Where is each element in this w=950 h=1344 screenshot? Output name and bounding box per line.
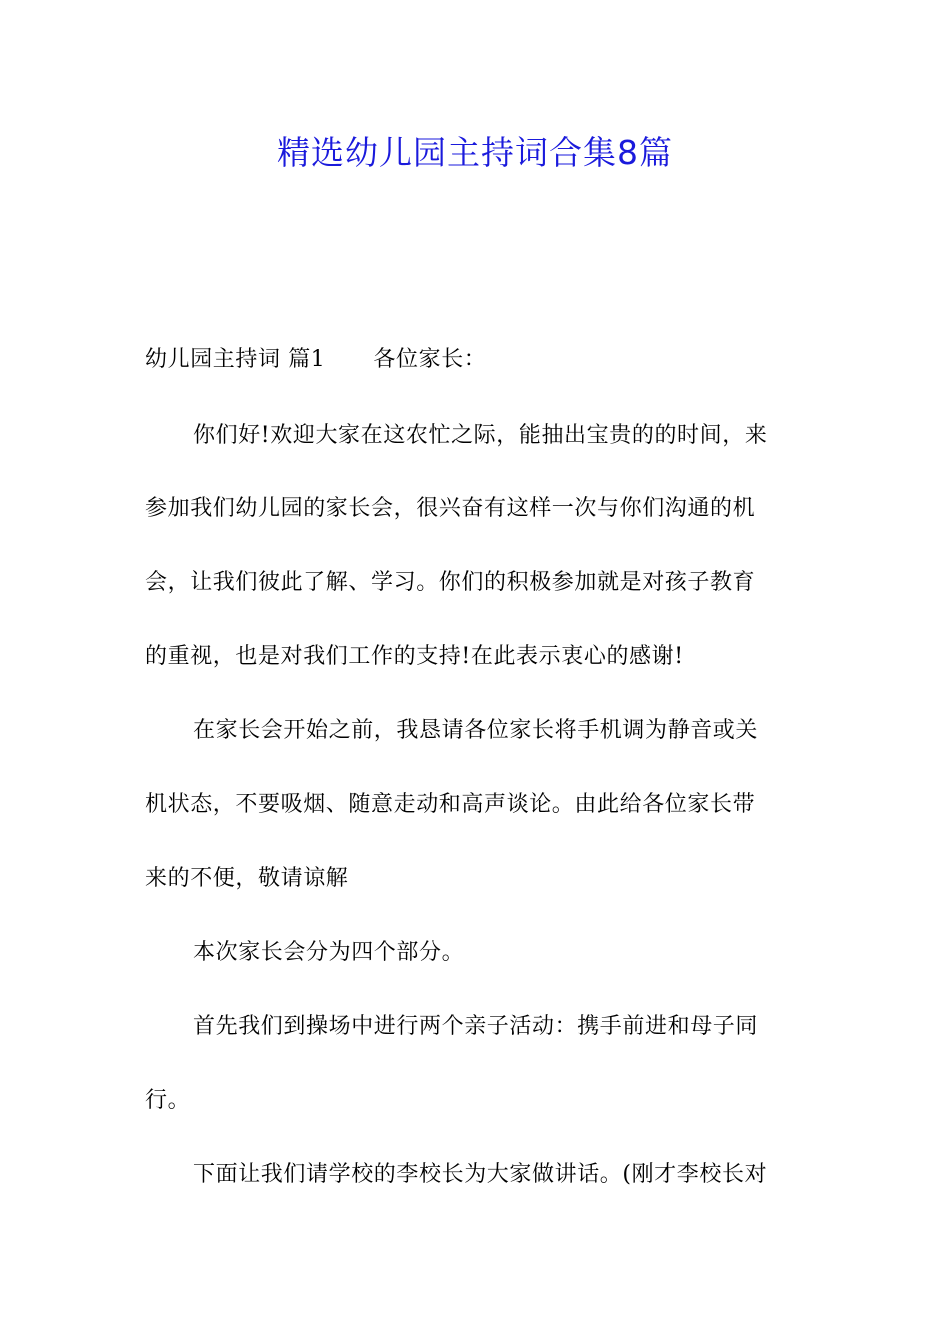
paragraph-line: 行。: [145, 1088, 191, 1113]
paragraph-line: 你们好!欢迎大家在这农忙之际，能抽出宝贵的的时间，来: [193, 423, 768, 448]
salutation: 各位家长：: [373, 347, 487, 372]
paragraph-line: 在家长会开始之前，我恳请各位家长将手机调为静音或关: [193, 718, 759, 743]
paragraph-line: 下面让我们请学校的李校长为大家做讲话。(刚才李校长对: [193, 1162, 768, 1187]
section-heading-line: [145, 345, 486, 375]
paragraph-line: 参加我们幼儿园的家长会，很兴奋有这样一次与你们沟通的机: [145, 496, 756, 521]
paragraph-line: 首先我们到操场中进行两个亲子活动：携手前进和母子同: [193, 1014, 759, 1039]
paragraph-line: 本次家长会分为四个部分。: [193, 940, 465, 965]
document-title: 精选幼儿园主持词合集8篇: [277, 133, 673, 172]
section-heading: 幼儿园主持词 篇1: [145, 347, 326, 372]
paragraph-line: 的重视，也是对我们工作的支持!在此表示衷心的感谢!: [145, 644, 684, 669]
paragraph-line: 来的不便，敬请谅解: [145, 866, 349, 891]
paragraph-line: 会，让我们彼此了解、学习。你们的积极参加就是对孩子教育: [145, 570, 756, 595]
paragraph-line: 机状态，不要吸烟、随意走动和高声谈论。由此给各位家长带: [145, 792, 756, 817]
